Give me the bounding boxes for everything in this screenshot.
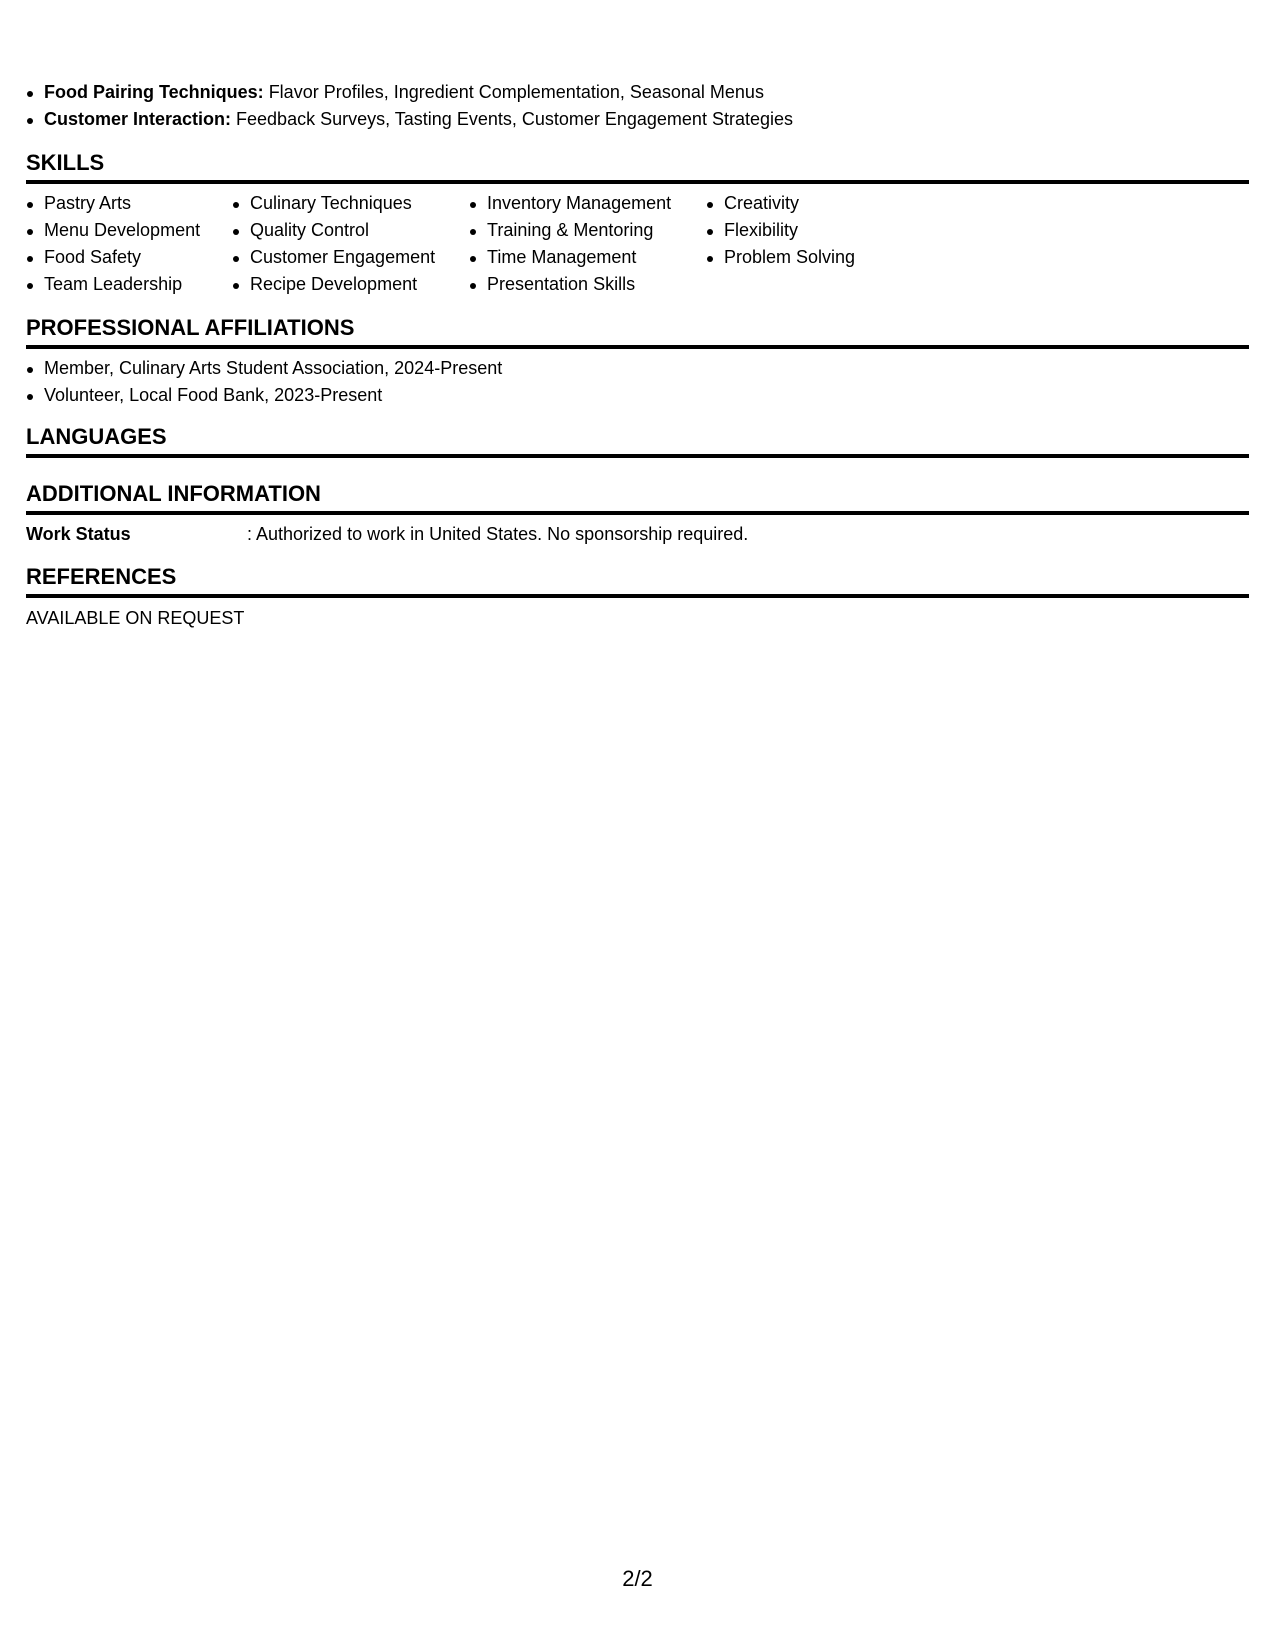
section-title-skills: SKILLS — [26, 150, 105, 175]
section-title-affiliations: PROFESSIONAL AFFILIATIONS — [26, 315, 355, 340]
skill-item: Recipe Development — [232, 271, 469, 298]
work-status-value: : Authorized to work in United States. No sponsorship required. — [247, 524, 749, 544]
section-divider — [26, 511, 1249, 515]
top-skill-details-list — [26, 79, 793, 133]
references-text: AVAILABLE ON REQUEST — [26, 608, 245, 628]
skill-item: Pastry Arts — [26, 190, 232, 217]
skill-item: Customer Engagement — [232, 244, 469, 271]
skill-item: Presentation Skills — [469, 271, 706, 298]
skills-grid — [26, 190, 906, 298]
skills-column — [232, 190, 469, 298]
skills-column — [706, 190, 906, 298]
skills-column — [469, 190, 706, 298]
skill-item: Training & Mentoring — [469, 217, 706, 244]
list-item — [26, 79, 793, 106]
skill-item: Flexibility — [706, 217, 906, 244]
skill-item: Team Leadership — [26, 271, 232, 298]
skill-item: Food Safety — [26, 244, 232, 271]
section-divider — [26, 345, 1249, 349]
skill-item: Time Management — [469, 244, 706, 271]
skills-column — [26, 190, 232, 298]
skill-item: Culinary Techniques — [232, 190, 469, 217]
section-divider — [26, 594, 1249, 598]
item-text: Flavor Profiles, Ingredient Complementation, Seasonal Menus — [263, 82, 764, 102]
skill-item: Problem Solving — [706, 244, 906, 271]
section-divider — [26, 454, 1249, 458]
skill-item: Inventory Management — [469, 190, 706, 217]
section-title-additional-information: ADDITIONAL INFORMATION — [26, 481, 321, 506]
section-title-languages: LANGUAGES — [26, 424, 167, 449]
affiliation-item: Volunteer, Local Food Bank, 2023-Present — [26, 382, 502, 409]
affiliations-list — [26, 355, 502, 409]
skill-item: Creativity — [706, 190, 906, 217]
section-title-references: REFERENCES — [26, 564, 177, 589]
item-label: Customer Interaction: — [44, 109, 232, 129]
work-status-row — [26, 522, 1249, 546]
list-item — [26, 106, 793, 133]
skill-item: Quality Control — [232, 217, 469, 244]
section-divider — [26, 180, 1249, 184]
item-text: Feedback Surveys, Tasting Events, Customer Engagement Strategies — [231, 109, 793, 129]
affiliation-item: Member, Culinary Arts Student Association, 2024-Present — [26, 355, 502, 382]
page-number: 2/2 — [622, 1566, 653, 1591]
work-status-label: Work Status — [26, 524, 131, 544]
skill-item: Menu Development — [26, 217, 232, 244]
item-label: Food Pairing Techniques: — [44, 82, 264, 102]
